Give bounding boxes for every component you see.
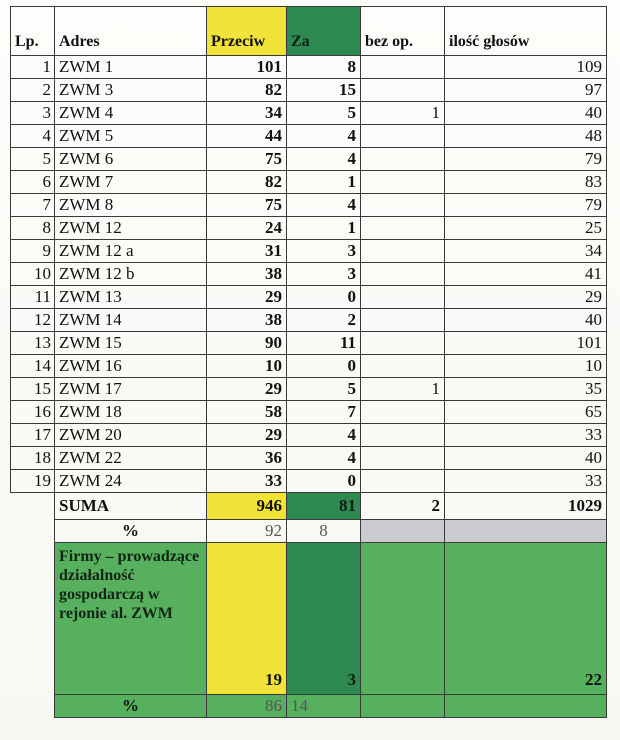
suma-przeciw: 946 <box>207 493 287 520</box>
row-lp: 1 <box>11 56 55 79</box>
row-adres: ZWM 4 <box>55 102 207 125</box>
row-za: 0 <box>287 470 361 493</box>
row-przeciw: 29 <box>207 286 287 309</box>
row-adres: ZWM 6 <box>55 148 207 171</box>
row-przeciw: 75 <box>207 194 287 217</box>
row-przeciw: 33 <box>207 470 287 493</box>
row-przeciw: 29 <box>207 378 287 401</box>
suma-percent-label: % <box>55 520 207 543</box>
row-przeciw: 82 <box>207 79 287 102</box>
row-lp: 18 <box>11 447 55 470</box>
suma-ilosc: 1029 <box>445 493 607 520</box>
row-adres: ZWM 3 <box>55 79 207 102</box>
firmy-percent-label: % <box>55 695 207 718</box>
row-przeciw: 31 <box>207 240 287 263</box>
row-za: 7 <box>287 401 361 424</box>
row-bez-op: 1 <box>361 102 445 125</box>
row-lp: 10 <box>11 263 55 286</box>
row-bez-op: 1 <box>361 378 445 401</box>
row-przeciw: 101 <box>207 56 287 79</box>
row-przeciw: 38 <box>207 309 287 332</box>
row-ilosc: 101 <box>445 332 607 355</box>
row-za: 5 <box>287 102 361 125</box>
row-ilosc: 48 <box>445 125 607 148</box>
row-bez-op <box>361 355 445 378</box>
table-row <box>11 378 607 401</box>
row-adres: ZWM 14 <box>55 309 207 332</box>
table-row <box>11 102 607 125</box>
table-row <box>11 56 607 79</box>
row-bez-op <box>361 217 445 240</box>
row-przeciw: 29 <box>207 424 287 447</box>
table-row <box>11 79 607 102</box>
row-adres: ZWM 8 <box>55 194 207 217</box>
row-za: 3 <box>287 240 361 263</box>
row-lp: 12 <box>11 309 55 332</box>
row-przeciw: 10 <box>207 355 287 378</box>
row-adres: ZWM 1 <box>55 56 207 79</box>
suma-label: SUMA <box>55 493 207 520</box>
row-adres: ZWM 7 <box>55 171 207 194</box>
firmy-percent-row <box>11 695 607 718</box>
header-row <box>11 7 607 56</box>
firmy-przeciw: 19 <box>207 543 287 695</box>
table-row <box>11 355 607 378</box>
row-ilosc: 33 <box>445 470 607 493</box>
row-bez-op <box>361 79 445 102</box>
row-za: 4 <box>287 148 361 171</box>
row-adres: ZWM 12 a <box>55 240 207 263</box>
row-bez-op <box>361 171 445 194</box>
table-row <box>11 171 607 194</box>
header-bez-op: bez op. <box>361 7 445 56</box>
header-za: Za <box>287 7 361 56</box>
row-lp: 19 <box>11 470 55 493</box>
suma-bez-op: 2 <box>361 493 445 520</box>
row-ilosc: 25 <box>445 217 607 240</box>
table-row <box>11 194 607 217</box>
row-za: 4 <box>287 447 361 470</box>
firmy-row <box>11 543 607 695</box>
row-przeciw: 36 <box>207 447 287 470</box>
row-lp: 3 <box>11 102 55 125</box>
header-lp: Lp. <box>11 7 55 56</box>
row-bez-op <box>361 309 445 332</box>
table-row <box>11 447 607 470</box>
suma-percent-przeciw: 92 <box>207 520 287 543</box>
row-ilosc: 65 <box>445 401 607 424</box>
row-za: 4 <box>287 424 361 447</box>
pct-spacer <box>11 520 55 543</box>
row-bez-op <box>361 194 445 217</box>
row-adres: ZWM 17 <box>55 378 207 401</box>
row-za: 0 <box>287 355 361 378</box>
row-lp: 16 <box>11 401 55 424</box>
row-ilosc: 40 <box>445 102 607 125</box>
suma-percent-ilosc <box>445 520 607 543</box>
table-row <box>11 286 607 309</box>
header-ilosc-glosow: ilość głosów <box>445 7 607 56</box>
row-przeciw: 24 <box>207 217 287 240</box>
row-przeciw: 82 <box>207 171 287 194</box>
firmy-bez-op <box>361 543 445 695</box>
firmy-percent-ilosc <box>445 695 607 718</box>
row-adres: ZWM 13 <box>55 286 207 309</box>
row-za: 15 <box>287 79 361 102</box>
row-za: 11 <box>287 332 361 355</box>
row-za: 2 <box>287 309 361 332</box>
firmy-percent-bez-op <box>361 695 445 718</box>
row-bez-op <box>361 148 445 171</box>
row-adres: ZWM 16 <box>55 355 207 378</box>
suma-row <box>11 493 607 520</box>
row-lp: 11 <box>11 286 55 309</box>
row-adres: ZWM 24 <box>55 470 207 493</box>
row-bez-op <box>361 240 445 263</box>
suma-percent-row <box>11 520 607 543</box>
table-row <box>11 424 607 447</box>
row-bez-op <box>361 401 445 424</box>
table-row <box>11 125 607 148</box>
suma-spacer <box>11 493 55 520</box>
row-adres: ZWM 15 <box>55 332 207 355</box>
row-adres: ZWM 18 <box>55 401 207 424</box>
row-bez-op <box>361 286 445 309</box>
row-przeciw: 58 <box>207 401 287 424</box>
row-ilosc: 109 <box>445 56 607 79</box>
row-adres: ZWM 20 <box>55 424 207 447</box>
votes-table <box>10 6 607 718</box>
table-row <box>11 401 607 424</box>
row-lp: 8 <box>11 217 55 240</box>
row-lp: 17 <box>11 424 55 447</box>
row-lp: 15 <box>11 378 55 401</box>
firmy-ilosc: 22 <box>445 543 607 695</box>
table-row <box>11 332 607 355</box>
row-bez-op <box>361 56 445 79</box>
row-bez-op <box>361 424 445 447</box>
row-przeciw: 75 <box>207 148 287 171</box>
firmy-spacer <box>11 543 55 695</box>
row-lp: 13 <box>11 332 55 355</box>
row-przeciw: 90 <box>207 332 287 355</box>
row-lp: 5 <box>11 148 55 171</box>
row-ilosc: 34 <box>445 240 607 263</box>
table-row <box>11 240 607 263</box>
row-bez-op <box>361 125 445 148</box>
table-row <box>11 263 607 286</box>
row-przeciw: 34 <box>207 102 287 125</box>
row-adres: ZWM 12 <box>55 217 207 240</box>
row-bez-op <box>361 470 445 493</box>
firmy-pct-spacer <box>11 695 55 718</box>
row-lp: 6 <box>11 171 55 194</box>
firmy-percent-przeciw: 86 <box>207 695 287 718</box>
row-ilosc: 33 <box>445 424 607 447</box>
row-za: 0 <box>287 286 361 309</box>
row-ilosc: 10 <box>445 355 607 378</box>
row-ilosc: 41 <box>445 263 607 286</box>
table-row <box>11 470 607 493</box>
row-lp: 14 <box>11 355 55 378</box>
firmy-percent-za: 14 <box>287 695 361 718</box>
row-adres: ZWM 22 <box>55 447 207 470</box>
row-ilosc: 35 <box>445 378 607 401</box>
row-lp: 2 <box>11 79 55 102</box>
row-ilosc: 79 <box>445 148 607 171</box>
row-za: 4 <box>287 194 361 217</box>
suma-percent-za: 8 <box>287 520 361 543</box>
row-za: 8 <box>287 56 361 79</box>
row-bez-op <box>361 263 445 286</box>
row-bez-op <box>361 447 445 470</box>
row-lp: 4 <box>11 125 55 148</box>
firmy-za: 3 <box>287 543 361 695</box>
row-za: 4 <box>287 125 361 148</box>
header-adres: Adres <box>55 7 207 56</box>
row-za: 3 <box>287 263 361 286</box>
row-adres: ZWM 12 b <box>55 263 207 286</box>
table-row <box>11 309 607 332</box>
row-bez-op <box>361 332 445 355</box>
row-ilosc: 29 <box>445 286 607 309</box>
row-przeciw: 38 <box>207 263 287 286</box>
table-row <box>11 148 607 171</box>
header-przeciw: Przeciw <box>207 7 287 56</box>
suma-percent-bez-op <box>361 520 445 543</box>
row-przeciw: 44 <box>207 125 287 148</box>
row-za: 1 <box>287 217 361 240</box>
row-za: 5 <box>287 378 361 401</box>
row-ilosc: 83 <box>445 171 607 194</box>
row-ilosc: 40 <box>445 309 607 332</box>
row-adres: ZWM 5 <box>55 125 207 148</box>
row-ilosc: 79 <box>445 194 607 217</box>
suma-za: 81 <box>287 493 361 520</box>
table-row <box>11 217 607 240</box>
row-ilosc: 97 <box>445 79 607 102</box>
row-lp: 7 <box>11 194 55 217</box>
row-lp: 9 <box>11 240 55 263</box>
row-za: 1 <box>287 171 361 194</box>
firmy-label: Firmy – prowadzące działalność gospodarczą w rejonie al. ZWM <box>55 543 207 695</box>
row-ilosc: 40 <box>445 447 607 470</box>
